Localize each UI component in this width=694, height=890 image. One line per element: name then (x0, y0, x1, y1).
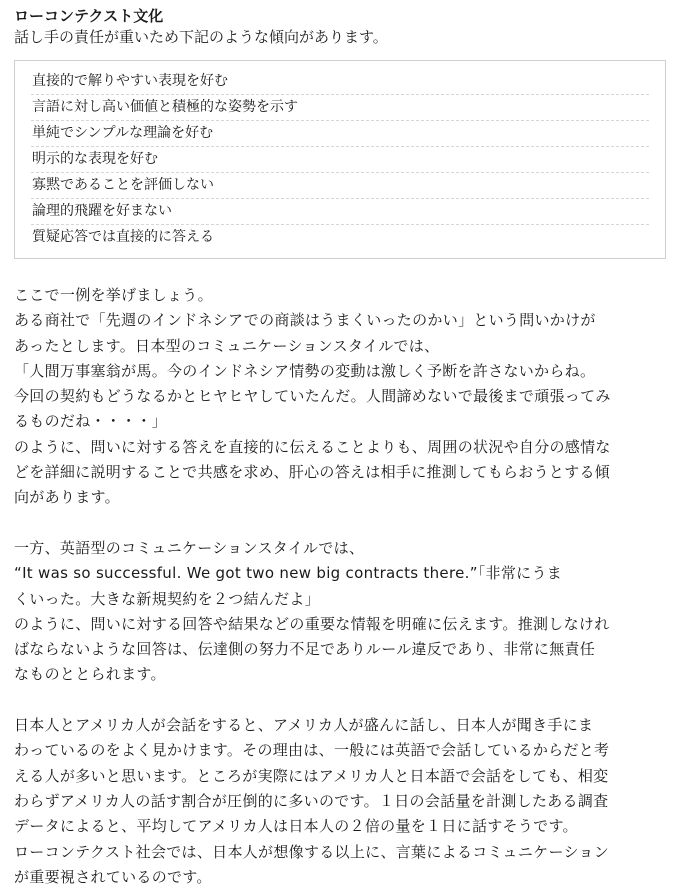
text-line: わっているのをよく見かけます。その理由は、一般には英語で会話しているからだと考 (14, 741, 610, 760)
tendency-item: 明示的な表現を好む (31, 147, 649, 173)
section-title: ローコンテクスト文化 (14, 7, 164, 25)
text-line: 今回の契約もどうなるかとヒヤヒヤしていたんだ。人間諦めないで最後まで頑張ってみ (14, 387, 611, 406)
text-line: 一方、英語型のコミュニケーションスタイルでは、 (14, 538, 365, 557)
paragraph-conversation (14, 713, 680, 890)
text-line: 向があります。 (14, 488, 120, 507)
text-line: のように、問いに対する回答や結果などの重要な情報を明確に伝えます。推測しなけれ (14, 614, 610, 633)
tendency-item: 直接的で解りやすい表現を好む (31, 69, 649, 95)
text-line: なものととられます。 (14, 665, 166, 684)
text-line: “It was so successful. We got two new big contracts there.”「非常にうま (14, 564, 563, 583)
text-line: ある商社で「先週のインドネシアでの商談はうまくいったのかい」という問いかけが (14, 311, 596, 330)
body-text (14, 283, 680, 890)
tendencies-list (31, 69, 649, 250)
tendency-item: 単純でシンプルな理論を好む (31, 121, 649, 147)
text-line: ここで一例を挙げましょう。 (14, 286, 213, 304)
text-line: るものだね・・・・」 (14, 412, 168, 431)
tendencies-box (14, 60, 666, 259)
text-line: ローコンテクスト社会では、日本人が想像する以上に、言葉によるコミュニケーション (14, 842, 610, 861)
tendency-item: 言語に対し高い価値と積極的な姿勢を示す (31, 95, 649, 121)
tendency-item: 質疑応答では直接的に答える (32, 229, 214, 245)
text-line: わらずアメリカ人の話す割合が圧倒的に多いのです。１日の会話量を計測したある調査 (14, 791, 609, 810)
text-line: どを詳細に説明することで共感を求め、肝心の答えは相手に推測してもらおうとする傾 (14, 463, 611, 482)
tendency-item: 論理的飛躍を好まない (31, 199, 649, 225)
text-line: える人が多いと思います。ところが実際にはアメリカ人と日本語で会話をしても、相変 (14, 766, 609, 785)
text-line: 「人間万事塞翁が馬。今のインドネシア情勢の変動は激しく予断を許さないからね。 (14, 361, 596, 380)
text-line: データによると、平均してアメリカ人は日本人の２倍の量を１日に話すそうです。 (14, 817, 578, 836)
paragraph-example-japanese (14, 283, 680, 511)
section-subtitle: 話し手の責任が重いため下記のような傾向があります。 (14, 28, 388, 46)
tendency-item: 寡黙であることを評価しない (31, 173, 649, 199)
paragraph-gap (14, 688, 680, 713)
paragraph-gap (14, 511, 680, 536)
text-line: が重要視されているのです。 (14, 867, 212, 886)
text-line: 日本人とアメリカ人が会話をすると、アメリカ人が盛んに話し、日本人が聞き手にま (14, 716, 594, 735)
text-line: くいった。大きな新規契約を２つ結んだよ」 (14, 589, 321, 608)
text-line: のように、問いに対する答えを直接的に伝えることよりも、周囲の状況や自分の感情な (14, 437, 611, 456)
paragraph-example-english (14, 536, 680, 688)
text-line: ばならないような回答は、伝達側の努力不足でありルール違反であり、非常に無責任 (14, 640, 596, 659)
text-line: あったとします。日本型のコミュニケーションスタイルでは、 (14, 336, 440, 355)
